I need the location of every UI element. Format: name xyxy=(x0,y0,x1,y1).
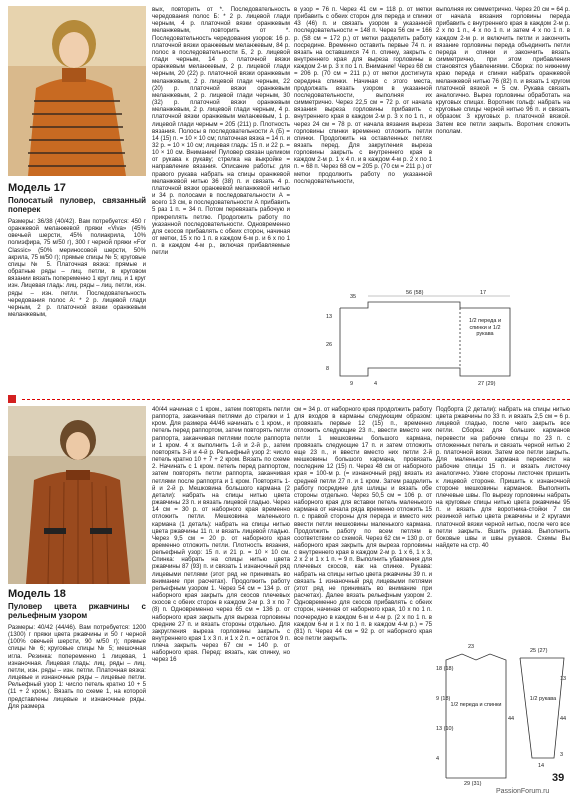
m18-body-dim-2: 18 (18) xyxy=(436,666,454,672)
model17-col3-text: в узор = 76 п. Через 41 см = 118 р. от метки прибавить с обеих сторон для переда и спинки 43 (46) п. и связать узором в указанной последовательности = 148 п. Через 56 см = 166 р. (58 см = 172 р.) от метки разделить работу посредине. Временно оставить первые 74 п. и вязать на оставшихся 74 п. спинку, закрыть с внутреннего края для выреза горловины в каждом 2-м р. 3 х по 1 п. Внимание! Через 68 см = 206 р. (70 см = 211 р.) от метки достигнута середина спинки. Начиная с этого места, продолжать вязать узором в указанной последовательности, выполняя их симметрично. Через 22,5 см = 72 р. от начала вязания выреза горловины прибавить с внутреннего края в каждом 2-м р. 3 х по 1 п., и через 24 см = 78 р. от начала вязания выреза горловины спинки временно отложить петли спинки. Продолжить на оставленных петлях вязать перед. Для закругления выреза горловины закрыть с внутреннего края в каждом 2-м р. 1 х 4 п. и в каждом 4-м р. 2 х по 1 п. = 68 п. Через 68 см = 205 р. (70 см = 211 р.) от метки продолжить работу по указанной последовательности, xyxy=(294,6,432,185)
section-marker xyxy=(8,395,16,403)
m17-dim-bottom-2: 4 xyxy=(374,381,378,387)
model17-col1-text: Размеры: 36/38 (40/42). Вам потребуется: 450 г оранжевой меланжевой пряжи «Viva» (45% овечьей шерсти, 45% полиакрила, 10% полиэфира, 75 м/50 г), 300 г черной пряжи «For Classic» (50% мериносовой шерсти, 50% акрила, 75 м/50 г); прямые спицы № 5; круговые спицы № 5. Платочная вязка: прямые и обратные ряды – лиц. петли, в круговом вязании вязать попеременно 1 круг лиц. и 1 круг изн. Лицевая гладь: лиц. ряды – лиц. петли, изн. ряды – изн. петли. Последовательность чередования полос А: * 2 р. лицевой глади черным, 2 р. платочной вязки оранжевым меланжевым, xyxy=(8,218,146,319)
m17-dim-side-3: 8 xyxy=(326,366,330,372)
model18-col1-text: Размеры: 40/42 (44/46). Вам потребуется: 1200 (1300) г пряжи цвета ржавчины и 50 г черной (100% овечьей шерсти, 90 м/50 г); прямые спицы № 6; круговые спицы № 5; мешочная игла. Резинка: попеременно 1 лицевая, 1 изнаночная. Лицевая гладь: лиц. ряды – лиц. петли, изн. ряды – изн. петли. Платочная вязка: лицевые и изнаночные ряды – лицевые петли. Рельефный узор 1: число петель кратно 10 + 5 (11 + 2 кром.). Вязать по схеме 1, на которой представлены лицевые и изнаночные ряды. Для размера xyxy=(8,624,146,710)
model18-column-3 xyxy=(294,406,432,794)
m17-dim-side-1: 13 xyxy=(326,314,333,320)
model18-title: Модель 18 xyxy=(8,588,66,600)
m18-sleeve-dim-3: 44 xyxy=(560,716,567,722)
m18-sleeve-label: 1/2 рукава xyxy=(529,696,557,702)
model17-column-1 xyxy=(8,182,146,390)
model18-column-1 xyxy=(8,588,146,794)
model17-subtitle: Полосатый пуловер, связанный поперек xyxy=(8,196,146,214)
model17-column-3 xyxy=(294,6,432,282)
m18-sleeve-dim-1: 25 (27) xyxy=(530,648,548,654)
model18-column-4 xyxy=(436,406,570,634)
m17-dim-bottom-3: 27 (29) xyxy=(478,381,496,387)
model18-col4-text: Подборта (2 детали): набрать на спицы нитью цвета ржавчины по 33 п. и вязать 2,5 см = 6 р. лицевой гладью, после чего закрыть все петли. Сборка: для больших карманов перевести на рабочие спицы по 23 п. с отложенных петель и связать черной нитью 2 р. платочной вязки. Затем все петли закрыть. Для маленького кармана перевести на рабочие спицы 15 п. и вязать листочку аналогично. Узкие стороны листочек пришить к лицевой стороне. Пришить к изнаночной стороне мешковины карманов. Выполнить плечевые швы. По вырезу горловины набрать на круговые спицы нитью цвета ржавчины 95 п. и вязать для воротника-стойки 7 см резинкой нитью цвета ржавчины и 2 кругами платочной вязки черной нитью, после чего все петли закрыть. Вшить рукава. Выполнить боковые швы и швы рукавов. Схемы Вы найдете на стр. 40 xyxy=(436,406,570,549)
model17-column-4 xyxy=(436,6,570,282)
model17-pattern-diagram xyxy=(310,288,560,388)
section-divider xyxy=(22,399,570,400)
model18-col2-text: 40/44 начиная с 1 кром., затем повторять петли раппорта, заканчивая петлями до стрелки и 1 кром. Для размера 44/46 начинать с 1 кром., и петель перед раппортом, затем повторять петли раппорта, заканчивая петлями после раппорта и 1 кром. 4 х выполнить 1-й и 2-й р., затем повторять 3-й и 4-й р. Рельефный узор 2: число петель кратно 10 + 7 + 2 кром. Вязать по схеме 2. Начинать с 1 кром. петель перед раппортом, затем повторять петли раппорта, заканчивая петлями после раппорта и 1 кром. Повторять 1-й и 2-й р. Мешковина большого кармана (2 детали): набрать на спицы нитью цвета ржавчины 23 п. и вязать лицевой гладью. Через 14 см = 30 р. от наборного края временно отложить петли. Мешковина маленького кармана (1 деталь): набрать на спицы нитью цвета ржавчины 11 п. и вязать лицевой гладью. Через 9,5 см = 20 р. от наборного края временно отложить петли. Плотность вязания, рельефный узор: 15 п. и 21 р. = 10 × 10 см. Спинка: набрать на спицы нитью цвета ржавчины 87 (93) п. и связать 1 изнаночный ряд лицевыми петлями (этот ряд не принимать во внимание при расчетах). Продолжить работу рельефным узором 1. Через 54 см = 134 р. от наборного края закрыть для скосов плечевых скосов с обеих сторон в каждом 2-м р. 3 х по 7 (8) п. Одновременно через 65 см = 136 р. от наборного края закрыть для выреза горловины средние 27 п. и вязать стороны отдельно. Для закругления выреза горловины закрыть с внутреннего края 1 х 3 п. и 1 х 2 п. = остаток 9 п. плеча закрыть через 67 см = 140 р. от наборного края. Перед: вязать, как спинку, но через 16 xyxy=(152,406,290,664)
m18-sleeve-dim-2: 13 xyxy=(560,676,567,682)
model17-photo xyxy=(8,6,146,176)
m18-body-dim-1: 23 xyxy=(468,644,475,650)
model18-front-back-diagram xyxy=(436,640,516,786)
model18-sleeve-diagram xyxy=(516,640,570,770)
page-number: 39 xyxy=(552,772,565,784)
model18-subtitle: Пуловер цвета ржавчины с рельефным узором xyxy=(8,602,146,620)
m17-dim-top-2: 56 (58) xyxy=(406,290,424,296)
m18-body-dim-6: 44 xyxy=(508,716,515,722)
m18-body-label: 1/2 переда и спинки xyxy=(450,702,502,708)
m17-diagram-label: 1/2 переда и спинки и 1/2 рукава xyxy=(468,318,502,337)
m18-sleeve-dim-4: 14 xyxy=(538,763,545,769)
m18-sleeve-dim-5: 3 xyxy=(560,752,564,758)
m18-body-dim-3: 9 (18) xyxy=(436,696,451,702)
model17-title: Модель 17 xyxy=(8,182,66,194)
watermark: PassionForum.ru xyxy=(496,788,550,795)
m17-dim-top-1: 35 xyxy=(350,294,357,300)
m17-dim-bottom-1: 9 xyxy=(350,381,354,387)
model18-column-2 xyxy=(152,406,290,794)
m17-dim-side-2: 26 xyxy=(326,342,333,348)
model18-col3-text: см = 34 р. от наборного края продолжить работу для входов в карманы следующим образом: провязать первые 12 (15) п., временно отложить следующие 23 п., ввести вместо них петли 1 мешковины большого кармана, провязать следующие 17 п. и затем отложить еще 23 п., и ввести вместо них петли 2-й мешковины большого кармана, провязать последние 12 (15) п. Через 48 см от наборного края = 100-м р. (= изнаночный ряд) вязать из средней петли 27 п. и 1 кром. Затем разделить работу посредине для шлицы и вязать обе стороны отдельно. Через 50,5 см = 106 р. от наборного края для вставки петель маленького кармана от начала ряда временно отложить 15 п. с правой стороны для переда и вместо них ввести петли мешковины маленького кармана. Продолжить работу по всем петлям в соответствии со схемой. Через 62 см = 130 р. от наборного края закрыть для выреза горловины с внутреннего края в каждом 2-м р. 1 х 6, 1 х 3, 2 х 2 и 1 х 1 п. = 9 п. Выполнить убавления для плечевых скосов, как на спинке. Рукава: набрать на спицы нитью цвета ржавчины 39 п. и связать 1 изнаночный ряд лицевыми петлями (этот ряд не принимать во внимание при расчетах). Далее вязать рельефным узором 2. Одновременно для скосов прибавлять с обеих сторон, начиная от наборного края, 10 х по 1 п. поочередно в каждом 6-м и 4-м р. (2 х по 1 п. в каждом 6-м и 1 х по 1 п. в каждом 4-м р.) = 75 (81) п. Через 44 см = 92 р. от наборного края все петли закрыть. xyxy=(294,406,432,642)
m18-body-dim-5: 4 xyxy=(436,756,440,762)
model17-col4-text: выполняя их симметрично. Через 20 см = 64 р. от начала вязания горловины переда прибавить с внутреннего края в каждом 2-м р. 2 х по 1 п., 4 х по 1 п. и затем 4 х по 1 п. в каждом 2-м р. и включить петли и закончить вязание горловины переда объединить петли переда и спинки и закончить вязать симметрично, при этом прибавления становятся убавлениями. Сборка: по нижнему краю переда и спинки набрать оранжевой меланжевой нитью 76 (82) п. и вязать 1 кругом платочной вязкой = 5 см. Рукава связать аналогично. Вырез горловины обработать на круговых спицах. Воротник гольф: набрать на круговые спицы черной нитью 96 п. и связать образом: 3 круговых р. платочной вязкой. Затем все петли закрыть. Воротник сложить пополам. xyxy=(436,6,570,135)
model17-col2-text: вых, повторить от *. Последовательность чередования полос Б: * 2 р. лицевой глади черным, 4 р. платочной вязки оранжевым меланжевым, повторить от *. Последовательность чередования узоров: 16 р. платочной вязки оранжевым меланжевым, 84 р. полос в последовательности Б, 2 р. лицевой глади черным, 14 р. платочной вязки оранжевым меланжевым, 2 р. лицевой глади черным, 20 (22) р. платочной вязки оранжевым меланжевым, 2 р. лицевой глади черным, 22 (20) р. платочной вязки оранжевым меланжевым, 2 р. лицевой глади черным, 30 (32) р. платочной вязки оранжевым меланжевым, 2 р. лицевой глади черным, 4 р. платочной вязки оранжевым меланжевым, 1 р. лицевой глади черным = 205 (211) р. Плотность вязания. Полосы в последовательности А (Б) = 14 (15) п. = 10 × 10 см; платочная вязка = 14 п. и 32 р. = 10 × 10 см; лицевая гладь: 15 п. и 22 р. = 10 × 10 см. Внимание! Пуловер связан целиком от рукава к рукаву; стрелка на выкройке = направление вязания. Описание работы: для правого рукава набрать на спицы оранжевой меланжевой нитью 36 (38) п. и связать 4 р. платочной вязки оранжевой меланжевой нитью и 34 р. полосами в последовательности А = всего 13 см, в последовательности А прибавить 5 раз 1 п. = 34 п. Потом перевязать рабочую и прикреплять петлю. Продолжить работу по указанной последовательности. Одновременно для скосов прибавлять с обеих сторон, начиная от метки, 15 х по 1 п. в каждом 6-м р. и 6 х по 1 п. в каждом 4-м р., включая прибавляемые петли xyxy=(152,6,290,257)
m17-dim-top-3: 17 xyxy=(480,290,487,296)
model17-column-2 xyxy=(152,6,290,390)
m18-body-dim-4: 13 (10) xyxy=(436,726,454,732)
m18-body-dim-7: 29 (31) xyxy=(464,781,482,786)
model18-photo xyxy=(8,406,146,584)
